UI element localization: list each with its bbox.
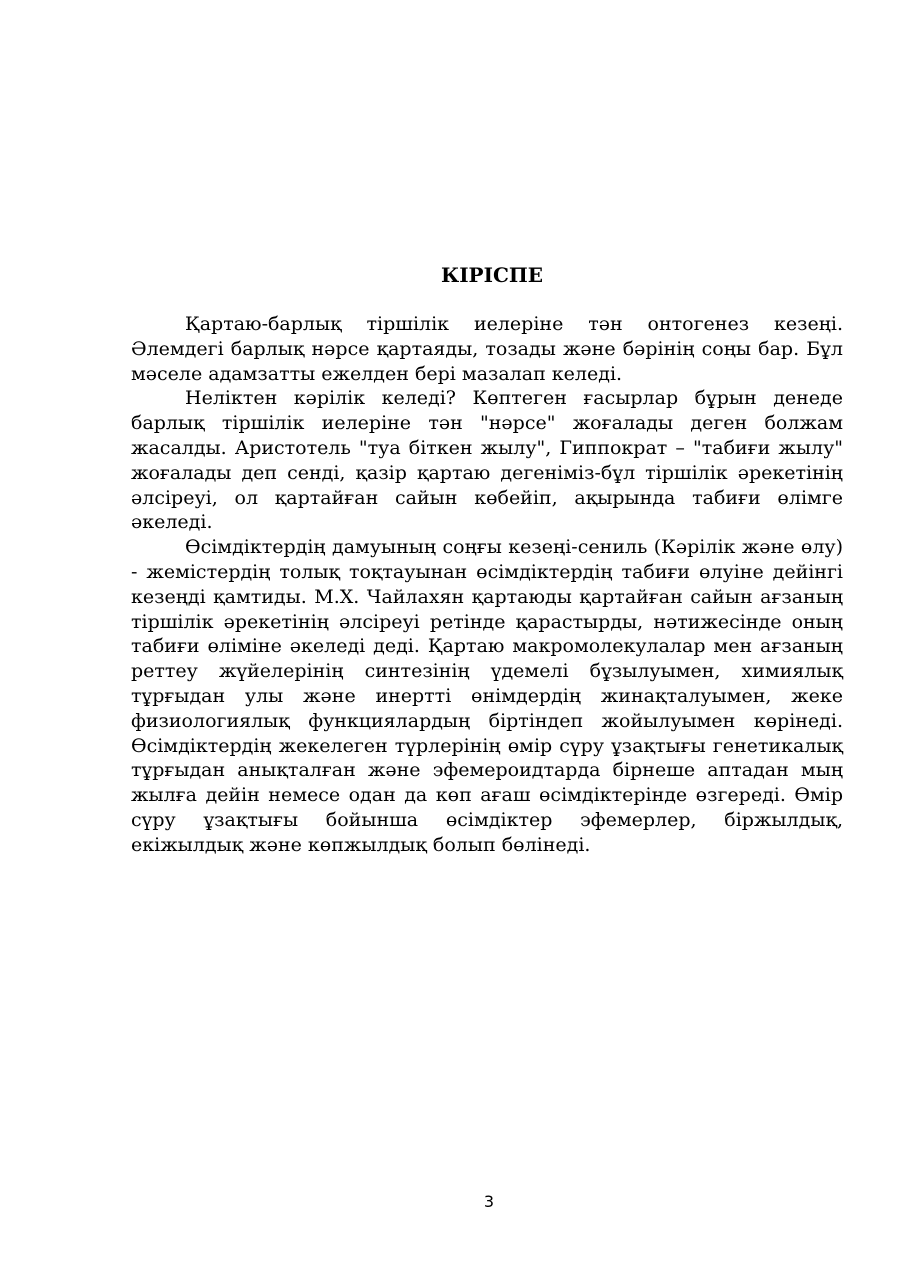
body-text (131, 312, 843, 858)
paragraph-2: Неліктен кәрілік келеді? Көптеген ғасырлар бұрын денеде барлық тіршілік иелеріне тән "нәрсе" жоғалады деген болжам жасалды. Аристотель "туа біткен жылу", Гиппократ – "табиғи жылу" жоғалады деп сенді, қазір қартаю дегеніміз-бұл тіршілік әрекетінің әлсіреуі, ол қартайған сайын көбейіп, ақырында табиғи өлімге әкеледі. (131, 387, 843, 534)
page-number: 3 (483, 1192, 495, 1211)
paragraph-1: Қартаю-барлық тіршілік иелеріне тән онтогенез кезеңі. Әлемдегі барлық нәрсе қартаяды, тозады және бәрінің соңы бар. Бұл мәселе адамзатты ежелден бері мазалап келеді. (131, 313, 843, 385)
section-title: КІРІСПЕ (441, 263, 543, 287)
paragraph-3: Өсімдіктердің дамуының соңғы кезеңі-сениль (Кәрілік және өлу) - жемістердің толық тоқтауынан өсімдіктердің табиғи өлуіне дейінгі кезеңді қамтиды. М.Х. Чайлахян қартаюды қартайған сайын ағзаның тіршілік әрекетінің әлсіреуі ретінде қарастырды, нәтижесінде оның табиғи өліміне әкеледі деді. Қартаю макромолекулалар мен ағзаның реттеу жүйелерінің синтезінің үдемелі бұзылуымен, химиялық тұрғыдан улы және инертті өнімдердің жинақталуымен, жеке физиологиялық функциялардың біртіндеп жойылуымен көрінеді. Өсімдіктердің жекелеген түрлерінің өмір сүру ұзақтығы генетикалық тұрғыдан анықталған және эфемероидтарда бірнеше аптадан мың жылға дейін немесе одан да көп ағаш өсімдіктерінде өзгереді. Өмір сүру ұзақтығы бойынша өсімдіктер эфемерлер, біржылдық, екіжылдық және көпжылдық болып бөлінеді. (131, 536, 843, 856)
page-content (131, 262, 843, 858)
